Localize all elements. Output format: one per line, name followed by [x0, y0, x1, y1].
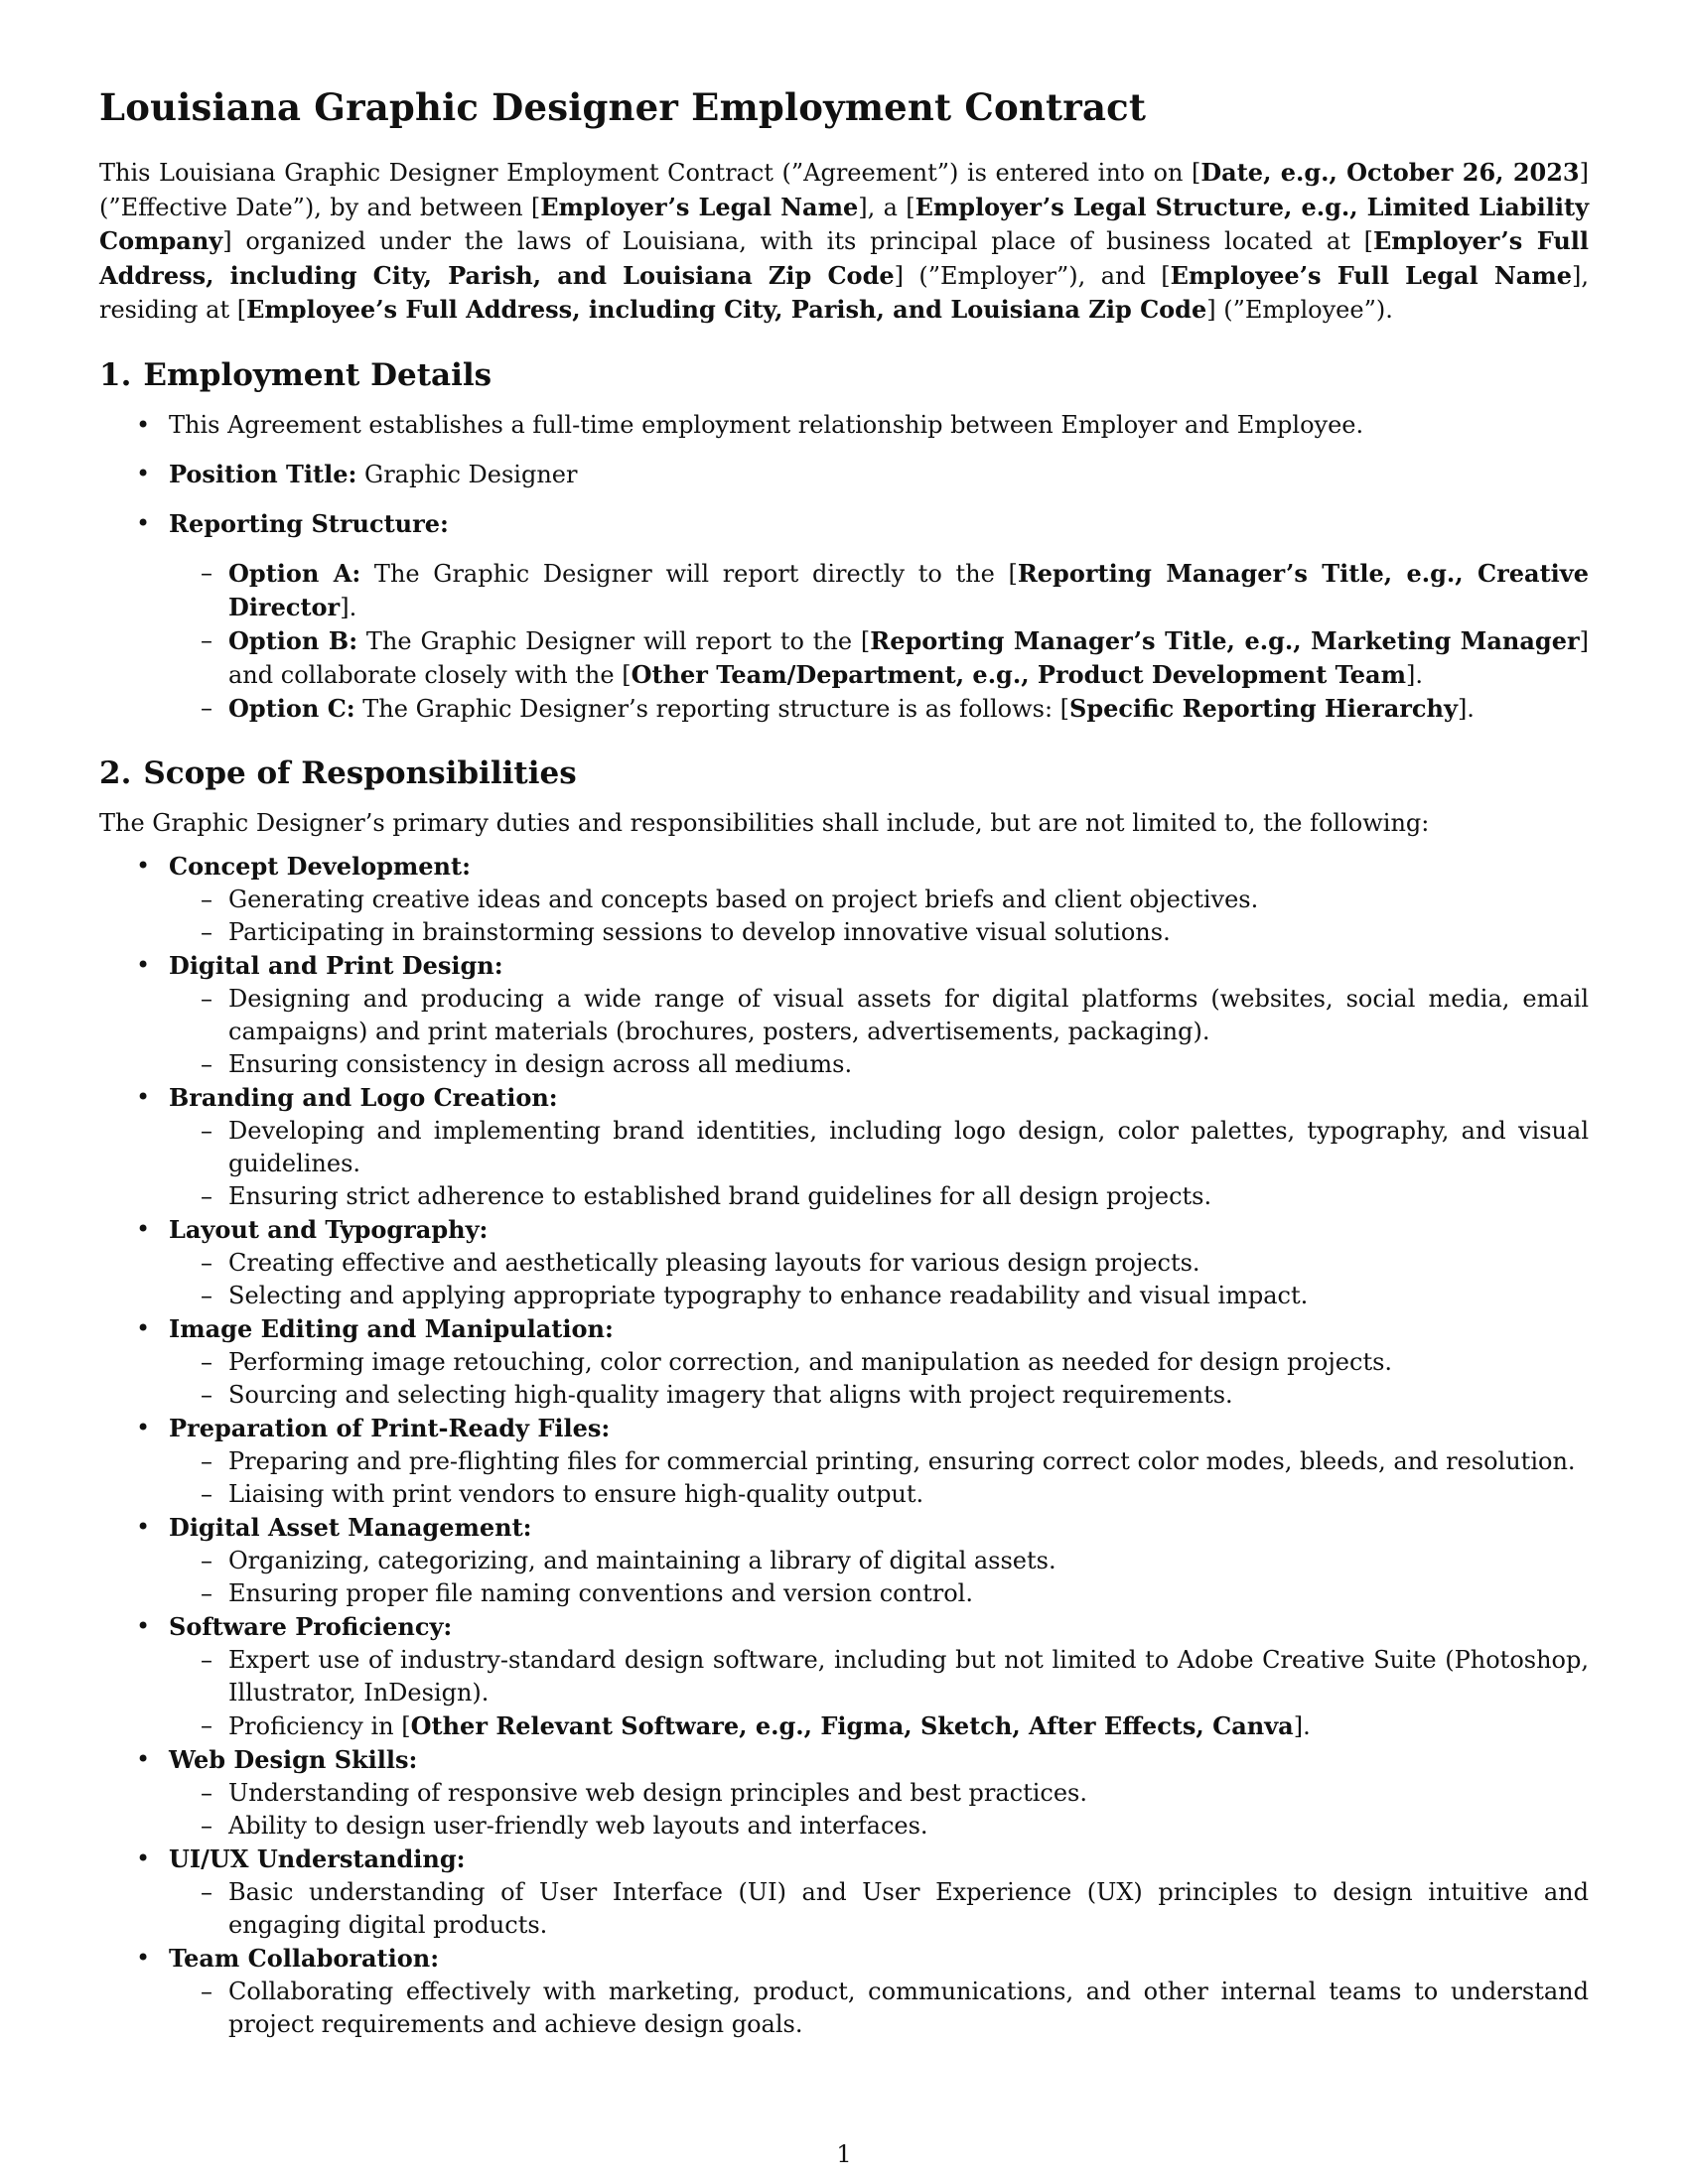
list-item [169, 1048, 1589, 1081]
section-heading-scope-of-responsibilities [99, 755, 1589, 791]
dash-icon: – [201, 1710, 212, 1739]
list-item [169, 1445, 1589, 1478]
sub-list [169, 884, 1589, 949]
sub-list [169, 1115, 1589, 1213]
employee-address-placeholder: Employee’s Full Address, including City, Parish, and Louisiana Zip Code [246, 295, 1207, 324]
dash-icon: – [201, 1380, 212, 1409]
list-item [169, 1644, 1589, 1709]
list-item [99, 1511, 1589, 1610]
bullet-icon: • [136, 950, 151, 979]
list-item [169, 1280, 1589, 1312]
option-text: The Graphic Designer will report to the [ [357, 626, 871, 655]
dash-icon: – [201, 1479, 212, 1508]
sub-list [169, 1545, 1589, 1610]
option-text: ]. [340, 593, 357, 621]
dash-icon: – [201, 1877, 212, 1906]
option-placeholder: Reporting Manager’s Title, e.g., Marketing Manager [870, 625, 1580, 655]
dash-icon: – [201, 693, 212, 722]
section-number: 2. [99, 754, 132, 791]
intro-paragraph [99, 156, 1589, 328]
employer-address-placeholder: Employer’s Full Address, including City, Parish, and Louisiana Zip Code [99, 226, 1589, 290]
option-text: ]. [1457, 694, 1475, 723]
bullet-icon: • [136, 1082, 151, 1111]
dash-icon: – [201, 1645, 212, 1674]
list-item [169, 1810, 1589, 1843]
responsibility-label: Digital Asset Management: [169, 1512, 532, 1542]
sub-item-text: Ensuring consistency in design across all mediums. [228, 1049, 853, 1078]
responsibility-label: Team Collaboration: [169, 1943, 440, 1973]
document-title: Louisiana Graphic Designer Employment Contract [99, 85, 1147, 129]
intro-text: ], a [ [858, 193, 915, 221]
dash-icon: – [201, 1977, 212, 2005]
sub-item-text: Performing image retouching, color correction, and manipulation as needed for design projects. [228, 1347, 1393, 1376]
dash-icon: – [201, 1116, 212, 1145]
responsibility-label: Concept Development: [169, 851, 471, 881]
list-item [99, 1081, 1589, 1213]
bullet-icon: • [136, 1413, 151, 1441]
list-item [99, 1412, 1589, 1511]
list-item [99, 1942, 1589, 2041]
employee-name-placeholder: Employee’s Full Legal Name [1170, 260, 1573, 290]
intro-text: ] (”Effective Date”), by and between [ [99, 159, 1589, 221]
sub-item-text: Creating effective and aesthetically pleasing layouts for various design projects. [228, 1248, 1200, 1277]
responsibility-label: Layout and Typography: [169, 1214, 489, 1244]
sub-list [169, 1346, 1589, 1412]
dash-icon: – [201, 1778, 212, 1807]
sub-item-text: Expert use of industry-standard design software, including but not limited to Adobe Creative Suite (Photoshop, Illustrator, InDesign). [228, 1645, 1589, 1706]
list-item [99, 1610, 1589, 1743]
bullet-icon: • [136, 508, 151, 537]
sub-list [169, 983, 1589, 1081]
bullet-icon: • [136, 1843, 151, 1872]
reporting-options-list [169, 557, 1589, 726]
list-item [169, 1545, 1589, 1577]
list-item [169, 1876, 1589, 1942]
responsibility-label: Digital and Print Design: [169, 950, 503, 980]
responsibility-label: Software Proficiency: [169, 1611, 453, 1641]
list-item [169, 1247, 1589, 1280]
list-item [169, 1577, 1589, 1610]
sub-item-text: Generating creative ideas and concepts based on project briefs and client objectives. [228, 885, 1259, 913]
list-item [169, 557, 1589, 624]
sub-list [169, 1976, 1589, 2041]
document-page [99, 85, 1589, 2041]
responsibility-label: Image Editing and Manipulation: [169, 1313, 614, 1343]
dash-icon: – [201, 1181, 212, 1210]
list-item [169, 1115, 1589, 1180]
position-title-label: Position Title: [169, 459, 357, 488]
list-item [169, 1709, 1589, 1743]
sub-item-text: Sourcing and selecting high-quality imagery that aligns with project requirements. [228, 1380, 1233, 1409]
bullet-icon: • [136, 459, 151, 487]
list-item [169, 916, 1589, 949]
sub-item-text: Selecting and applying appropriate typography to enhance readability and visual impact. [228, 1281, 1309, 1309]
option-label: Option C: [228, 693, 355, 723]
section-heading-employment-details [99, 357, 1589, 393]
list-item [169, 692, 1589, 726]
sub-item-text: Collaborating effectively with marketing, product, communications, and other internal teams to understand project requirements and achieve design goals. [228, 1977, 1589, 2038]
dash-icon: – [201, 1578, 212, 1607]
sub-list [169, 1876, 1589, 1942]
list-item [169, 1346, 1589, 1379]
option-placeholder: Other Team/Department, e.g., Product Development Team [631, 659, 1406, 689]
sub-item-text: Organizing, categorizing, and maintaining a library of digital assets. [228, 1546, 1056, 1574]
sub-item-text: Developing and implementing brand identities, including logo design, color palettes, typography, and visual guidelines. [228, 1116, 1589, 1177]
dash-icon: – [201, 625, 212, 654]
list-item [99, 507, 1589, 726]
responsibility-label: UI/UX Understanding: [169, 1843, 466, 1873]
responsibility-label: Web Design Skills: [169, 1744, 418, 1774]
intro-text: ] (”Employer”), and [ [894, 261, 1171, 290]
intro-date-placeholder: Date, e.g., October 26, 2023 [1200, 158, 1580, 187]
sub-item-text: Designing and producing a wide range of visual assets for digital platforms (websites, social media, email campaigns) and print materials (brochures, posters, advertisements, packaging). [228, 984, 1589, 1045]
bullet-icon: • [136, 1611, 151, 1640]
responsibility-label: Preparation of Print-Ready Files: [169, 1413, 611, 1442]
sub-item-text: Ensuring proper file naming conventions and version control. [228, 1578, 973, 1607]
sub-item-text: Participating in brainstorming sessions to develop innovative visual solutions. [228, 917, 1171, 946]
section-number: 1. [99, 356, 132, 393]
dash-icon: – [201, 1248, 212, 1277]
list-item [99, 1843, 1589, 1942]
dash-icon: – [201, 1049, 212, 1078]
bullet-icon: • [136, 1214, 151, 1243]
reporting-structure-label: Reporting Structure: [169, 508, 449, 538]
position-title-value: Graphic Designer [364, 460, 578, 488]
list-item [169, 884, 1589, 916]
sub-item-text: Basic understanding of User Interface (UI) and User Experience (UX) principles to design intuitive and engaging digital products. [228, 1877, 1589, 1939]
option-label: Option A: [228, 558, 361, 588]
list-item [169, 1180, 1589, 1213]
sub-list [169, 1445, 1589, 1511]
list-item [169, 1976, 1589, 2041]
dash-icon: – [201, 1811, 212, 1840]
list-item [99, 1213, 1589, 1312]
sub-item-text: Ability to design user-friendly web layouts and interfaces. [228, 1811, 928, 1840]
list-item [99, 850, 1589, 949]
intro-text: ] (”Employee”). [1206, 296, 1393, 324]
list-item [169, 1478, 1589, 1511]
list-item [169, 983, 1589, 1048]
bullet-icon: • [136, 1744, 151, 1773]
list-item [169, 1777, 1589, 1810]
page-number: 1 [836, 2140, 852, 2168]
dash-icon: – [201, 1281, 212, 1309]
section-lead: The Graphic Designer’s primary duties and responsibilities shall include, but are not limited to, the following: [99, 808, 1430, 837]
list-item [169, 624, 1589, 692]
option-text: The Graphic Designer will report directly to the [ [360, 559, 1018, 588]
responsibilities-list [99, 850, 1589, 2041]
bullet-icon: • [136, 1512, 151, 1541]
list-item-text: This Agreement establishes a full-time employment relationship between Employer and Employee. [169, 410, 1364, 439]
dash-icon: – [201, 1446, 212, 1475]
option-placeholder: Reporting Manager’s Title, e.g., Creative Director [228, 558, 1590, 621]
sub-item-text: Liaising with print vendors to ensure high-quality output. [228, 1479, 924, 1508]
option-label: Option B: [228, 625, 358, 655]
software-placeholder: Other Relevant Software, e.g., Figma, Sketch, After Effects, Canva [410, 1710, 1294, 1740]
dash-icon: – [201, 984, 212, 1013]
list-item [99, 409, 1589, 442]
option-placeholder: Specific Reporting Hierarchy [1069, 693, 1458, 723]
section-title: Employment Details [143, 356, 492, 393]
sub-item-text: Understanding of responsive web design principles and best practices. [228, 1778, 1087, 1807]
responsibility-label: Branding and Logo Creation: [169, 1082, 558, 1112]
list-item [99, 1312, 1589, 1412]
intro-text: This Louisiana Graphic Designer Employment Contract (”Agreement”) is entered into on [ [99, 159, 1201, 187]
list-item [99, 458, 1589, 491]
employer-structure-placeholder: Employer’s Legal Structure, e.g., Limited Liability Company [99, 192, 1590, 255]
list-item [99, 1743, 1589, 1843]
option-text: The Graphic Designer’s reporting structure is as follows: [ [354, 694, 1070, 723]
option-text: ]. [1405, 660, 1423, 689]
bullet-icon: • [136, 1313, 151, 1342]
sub-list [169, 1777, 1589, 1843]
sub-item-text: ]. [1293, 1711, 1311, 1740]
bullet-icon: • [136, 1943, 151, 1972]
dash-icon: – [201, 558, 212, 587]
list-item [99, 949, 1589, 1081]
employment-details-list [99, 409, 1589, 726]
employer-name-placeholder: Employer’s Legal Name [540, 192, 859, 221]
sub-item-text: Preparing and pre-flighting files for commercial printing, ensuring correct color modes, bleeds, and resolution. [228, 1446, 1576, 1475]
option-text: ] and collaborate closely with the [ [228, 626, 1589, 689]
dash-icon: – [201, 1347, 212, 1376]
sub-list [169, 1247, 1589, 1312]
dash-icon: – [201, 917, 212, 946]
bullet-icon: • [136, 410, 151, 439]
dash-icon: – [201, 1546, 212, 1574]
list-item [169, 1379, 1589, 1412]
section-title: Scope of Responsibilities [143, 754, 577, 791]
intro-text: ] organized under the laws of Louisiana, with its principal place of business located at [ [222, 227, 1373, 255]
sub-item-text: Ensuring strict adherence to established brand guidelines for all design projects. [228, 1181, 1212, 1210]
intro-text: ], residing at [ [99, 261, 1590, 324]
bullet-icon: • [136, 851, 151, 880]
dash-icon: – [201, 885, 212, 913]
sub-item-text: Proficiency in [ [228, 1711, 411, 1740]
sub-list [169, 1644, 1589, 1743]
